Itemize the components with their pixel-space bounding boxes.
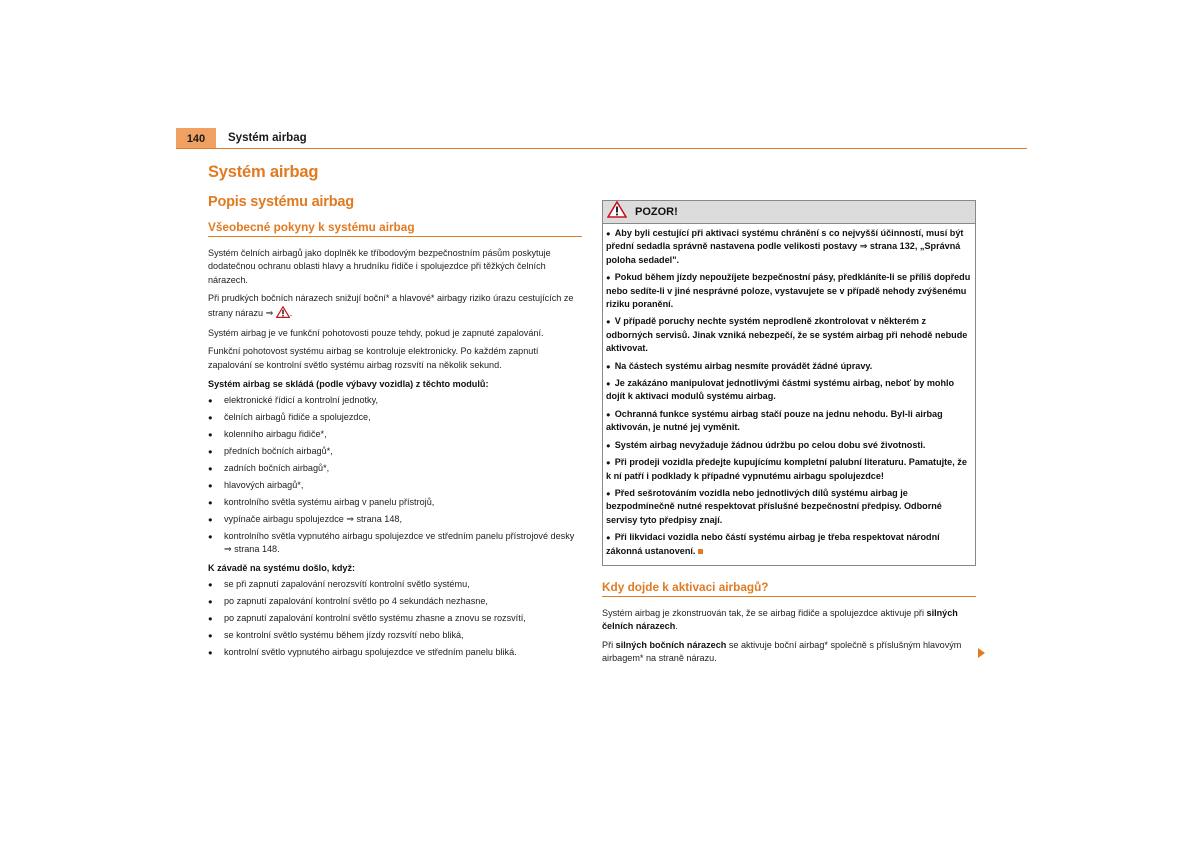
paragraph-frontal-activation [602,607,976,634]
running-header [176,128,1027,149]
list-item: ● kontrolní světlo vypnutého airbagu spolujezdce ve středním panelu bliká. [208,646,582,659]
list-item: ● po zapnutí zapalování kontrolní světlo systému zhasne a znovu se rozsvítí, [208,612,582,625]
warning-item: ● Ochranná funkce systému airbag stačí pouze na jednu nehodu. Byl-li airbag aktivován, je nutné jej vyměnit. [606,408,972,435]
warning-triangle-icon [607,201,627,223]
paragraph-side-airbags [208,292,582,322]
right-column [602,200,976,671]
warning-item: ● Pokud během jízdy nepoužíjete bezpečnostní pásy, předkláníte-li se příliš dopředu nebo sedíte-li v jiné nesprávné poloze, vystavujete se v případě nehody zvýšenému riziku poranění. [606,271,972,311]
warning-title: POZOR! [635,206,678,218]
header-rule [176,148,1027,149]
list-item: ● hlavových airbagů*, [208,479,582,492]
paragraph-side-airbags-end: . [289,307,293,318]
warning-item: ● Při prodeji vozidla předejte kupujícímu kompletní palubní literaturu. Pamatujte, že k ní patří i podklady k případné vypnutému airbagu spolujezdce! [606,456,972,483]
paragraph-side-airbags-text: Při prudkých bočních nárazech snižují boční* a hlavové* airbagy riziko úrazu cestujících ze strany nárazu ⇒ [208,293,574,318]
section-title: Popis systému airbag [208,194,354,210]
running-header-title: Systém airbag [228,132,307,144]
list-item: ● předních bočních airbagů*, [208,445,582,458]
paragraph-frontal-airbags: Systém čelních airbagů jako doplněk ke tříbodovým bezpečnostním pásům poskytuje dodatečnou ochranu oblasti hlavy a hrudníku řidiče i spolujezdce při těžkých čelních nárazech. [208,248,551,285]
list-item: ● po zapnutí zapalování kontrolní světlo po 4 sekundách nezhasne, [208,595,582,608]
subsection-title-activation: Kdy dojde k aktivaci airbagů? [602,580,976,597]
text-run: Systém airbag je zkonstruován tak, že se airbag řidiče a spolujezdce aktivuje při [602,607,927,618]
modules-list [208,394,582,557]
text-run: . [675,621,678,632]
list-item: ● elektronické řídicí a kontrolní jednotky, [208,394,582,407]
subsection-title: Všeobecné pokyny k systému airbag [208,220,582,237]
list-item: ● kolenního airbagu řidiče*, [208,428,582,441]
list-item: ● zadních bočních airbagů*, [208,462,582,475]
warning-item: ● Je zakázáno manipulovat jednotlivými částmi systému airbag, neboť by mohlo dojít k aktivaci modulů systému airbag. [606,377,972,404]
continue-arrow-icon [978,648,985,658]
warning-header [603,201,975,224]
list-item: ● vypínače airbagu spolujezdce ⇒ strana 148, [208,513,582,526]
warning-item-text: Při likvidaci vozidla nebo částí systému airbag je třeba respektovat národní zákonná ustanovení. [606,532,940,556]
left-column [208,163,582,663]
fault-list [208,578,582,659]
bold-text: silných čelních nárazech [602,607,958,632]
text-run: se aktivuje boční airbag* společně s příslušným hlavovým airbagem* na straně nárazu. [602,639,962,664]
warning-item: ● Na částech systému airbag nesmíte provádět žádné úpravy. [606,360,972,373]
page-number: 140 [176,128,216,148]
list-item: ● se při zapnutí zapalování nerozsvítí kontrolní světlo systému, [208,578,582,591]
list-item: ● kontrolního světla vypnutého airbagu spolujezdce ve středním panelu přístrojové desky ⇒ strana 148. [208,530,582,557]
chapter-title: Systém airbag [208,163,319,181]
paragraph-electronic-check: Funkční pohotovost systému airbag se kontroluje elektronicky. Po každém zapnutí zapalování se kontrolní světlo systému airbag rozsvítí na několik sekund. [208,346,539,370]
warning-box [602,200,976,566]
warning-triangle-icon [276,306,290,322]
warning-body [603,224,975,565]
paragraph-readiness: Systém airbag je ve funkční pohotovosti pouze tehdy, pokud je zapnuté zapalování. [208,328,544,339]
list-item: ● kontrolního světla systému airbag v panelu přístrojů, [208,496,582,509]
bold-text: silných bočních nárazech [615,639,727,650]
paragraph-side-activation [602,639,976,666]
text-run: Při [602,639,616,650]
end-of-section-marker [698,549,703,554]
warning-item: ● V případě poruchy nechte systém neprodleně zkontrolovat v některém z odborných servisů. Jinak vzniká nebezpečí, že se systém airbag při nehodě nebude aktivovat. [606,315,972,355]
fault-heading: K závadě na systému došlo, když: [208,563,356,574]
warning-item: ● Před sešrotováním vozidla nebo jednotlivých dílů systému airbag je bezpodmínečně nutné respektovat příslušné bezpečnostní předpisy. Odborné servisy tyto předpisy znají. [606,487,972,527]
list-item: ● čelních airbagů řidiče a spolujezdce, [208,411,582,424]
warning-item: ● Systém airbag nevyžaduje žádnou údržbu po celou dobu své životnosti. [606,439,972,452]
modules-heading: Systém airbag se skládá (podle výbavy vozidla) z těchto modulů: [208,379,489,390]
warning-item-last [606,531,972,558]
warning-item: ● Aby byli cestující při aktivaci systému chránění s co nejvyšší účinností, musí být přední sedadla správně nastavena podle velikosti postavy ⇒ strana 132, „Správná poloha sedadel". [606,227,972,267]
list-item: ● se kontrolní světlo systému během jízdy rozsvítí nebo bliká, [208,629,582,642]
